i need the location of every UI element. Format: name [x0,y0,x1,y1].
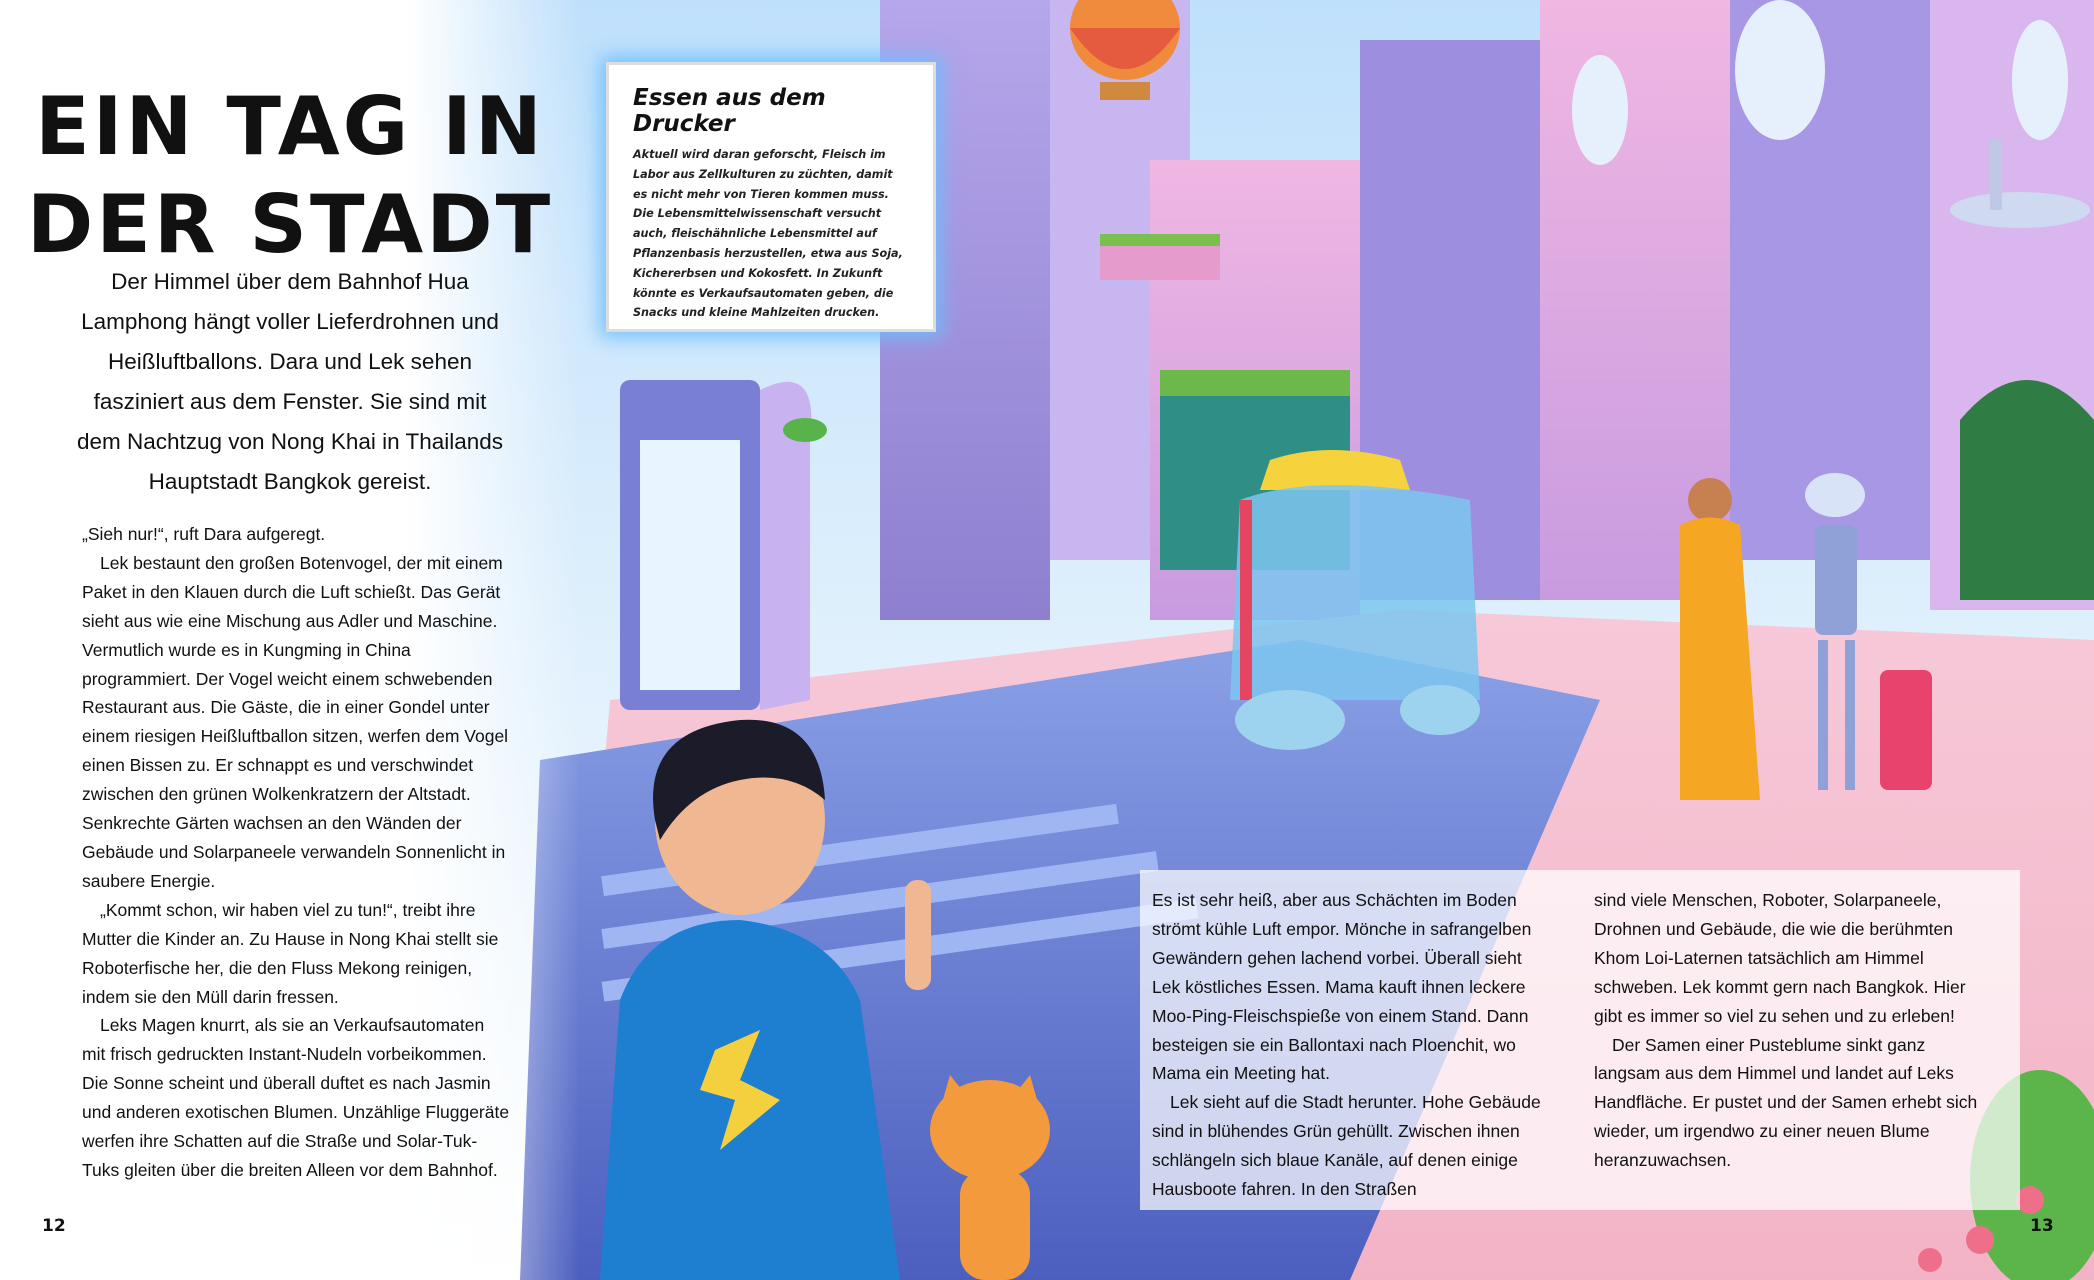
page-number-left: 12 [42,1216,66,1236]
page-number-right: 13 [2030,1216,2054,1236]
right-body-column-1 [1152,886,1547,1204]
paragraph: Der Samen einer Pusteblume sinkt ganz langsam aus dem Himmel und landet auf Leks Handfläche. Er pustet und der Samen erhebt sich wieder, um irgendwo zu einer neuen Blume heranzuwachsen. [1594,1034,1978,1171]
page-title [0,78,580,274]
paragraph: Lek bestaunt den großen Botenvogel, der mit einem Paket in den Klauen durch die Luft schießt. Das Gerät sieht aus wie eine Mischung aus Adler und Maschine. Vermutlich wurde es in Kungming in China programmiert. Der Vogel weicht einem schwebenden Restaurant aus. Die Gäste, die in einer Gondel unter einem riesigen Heißluftballon sitzen, werfen dem Vogel einen Bissen zu. Er schnappt es und verschwindet zwischen den grünen Wolkenkratzern der Altstadt. Senkrechte Gärten wachsen an den Wänden der Gebäude und Solarpaneele verwandeln Sonnenlicht in saubere Energie. [82,552,509,891]
left-body-text [82,520,512,1185]
paragraph: „Sieh nur!“, ruft Dara aufgeregt. [82,524,326,544]
vending-machine [620,380,827,710]
paragraph: „Kommt schon, wir haben viel zu tun!“, treibt ihre Mutter die Kinder an. Zu Hause in Nong Khai stellt sie Roboterfische her, die den Fluss Mekong reinigen, indem sie den Müll darin fressen. [82,899,499,1007]
paragraph: Leks Magen knurrt, als sie an Verkaufsautomaten mit frisch gedruckten Instant-Nudeln vorbeikommen. Die Sonne scheint und überall duftet es nach Jasmin und anderen exotischen Blumen. Unzählige Fluggeräte werfen ihre Schatten auf die Straße und Solar-Tuk-Tuks gleiten über die breiten Alleen vor dem Bahnhof. [82,1015,510,1180]
page-title-line1: EIN TAG IN [35,80,545,173]
paragraph: Lek sieht auf die Stadt herunter. Hohe Gebäude sind in blühendes Grün gehüllt. Zwischen ihnen schlängeln sich blaue Kanäle, auf denen einige Hausboote fahren. In den Straßen [1152,1092,1541,1200]
callout-text: Aktuell wird daran geforscht, Fleisch im Labor aus Zellkulturen zu züchten, damit es nicht mehr von Tieren kommen muss. Die Lebensmittelwissenschaft versucht auch, fleischähnliche Lebensmittel auf Pflanzenbasis herzustellen, etwa aus Soja, Kichererbsen und Kokosfett. In Zukunft könnte es Verkaufsautomaten geben, die Snacks und kleine Mahlzeiten drucken. [633,148,903,320]
skyscrapers [880,0,2094,620]
paragraph: Es ist sehr heiß, aber aus Schächten im Boden strömt kühle Luft empor. Mönche in safrangelben Gewändern gehen lachend vorbei. Überall sieht Lek köstliches Essen. Mama kauft ihnen leckere Moo-Ping-Fleischspieße von einem Stand. Dann besteigen sie ein Ballontaxi nach Ploenchit, wo Mama ein Meeting hat. [1152,890,1532,1084]
page-title-line2: DER STADT [26,178,554,271]
right-body-column-2 [1594,886,1994,1175]
intro-paragraph: Der Himmel über dem Bahnhof Hua Lamphong hängt voller Lieferdrohnen und Heißluftballons. Dara und Lek sehen fasziniert aus dem Fenster. Sie sind mit dem Nachtzug von Nong Khai in Thailands Hauptstadt Bangkok gereist. [76,269,504,494]
paragraph: sind viele Menschen, Roboter, Solarpaneele, Drohnen und Gebäude, die wie die berühmten Khom Loi-Laternen tatsächlich am Himmel schweben. Lek kommt gern nach Bangkok. Hier gibt es immer so viel zu sehen und zu erleben! [1594,890,1966,1026]
callout-box [606,62,936,332]
callout-title: Essen aus dem Drucker [633,85,826,137]
